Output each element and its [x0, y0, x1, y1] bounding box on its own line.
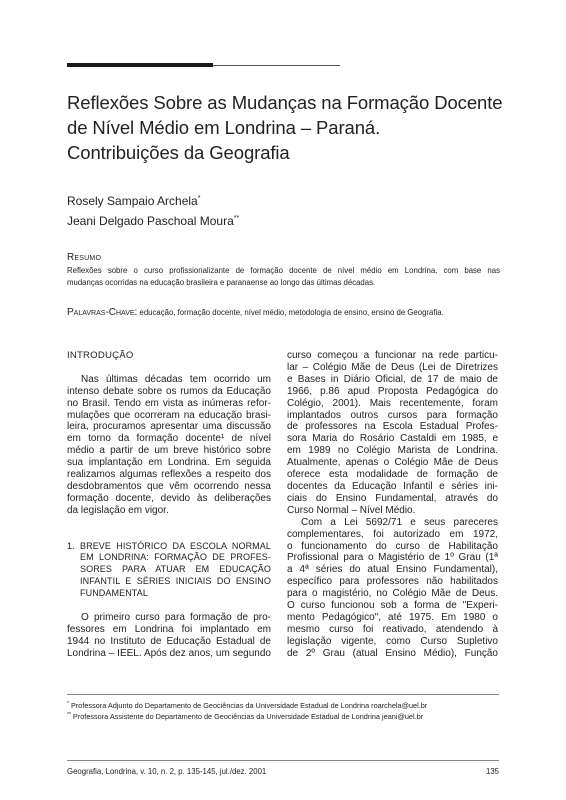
footnote-rule	[67, 694, 499, 695]
body-line: O curso funcionou sob a forma de "Experi-	[287, 600, 498, 612]
author	[67, 210, 239, 230]
body-line: Atualmente, apenas o Colégio Mãe de Deus	[287, 457, 498, 469]
body-line: e Bases in Diário Oficial, de 17 de maio de	[287, 373, 498, 385]
author-name: Jeani Delgado Paschoal Moura	[67, 214, 234, 228]
header-rule-thin	[213, 65, 340, 66]
body-line: para o magistério, no Colégio Mãe de Deus.	[287, 588, 498, 600]
body-line: legislação vigente, como Curso Supletivo	[287, 635, 498, 647]
page-number: 135	[485, 767, 499, 776]
keywords-text: educação, formação docente, nível médio, metodologia de ensino, ensino de Geografia.	[137, 308, 444, 317]
body-line: ciais do Ensino Fundamental, através do	[287, 492, 498, 504]
body-line: lar – Colégio Mãe de Deus (Lei de Diretrizes	[287, 361, 498, 373]
body-line: oferece esta modalidade de formação de	[287, 469, 498, 481]
author-list	[67, 190, 239, 230]
footnote-mark: *	[67, 701, 69, 707]
body-line: formação docente, devido às deliberações	[67, 492, 271, 504]
intro-heading: INTRODUÇÃO	[67, 350, 134, 361]
body-line: Londrina – IEEL. Após dez anos, um segundo	[67, 647, 271, 659]
keywords	[67, 307, 507, 319]
body-line: intenso debate sobre os rumos da Educação	[67, 385, 271, 397]
body-line: curso começou a funcionar na rede particu-	[287, 350, 498, 361]
body-line: em torno da formação docente¹ de nível	[67, 433, 271, 445]
body-line: Colégio, 2001). Mais recentemente, foram	[287, 397, 498, 409]
keywords-heading: Palavras-Chave:	[67, 307, 138, 318]
body-line: fessores em Londrina foi implantado em	[67, 623, 271, 635]
section-number: 1.	[67, 540, 75, 551]
section-heading	[67, 541, 271, 553]
section-heading-line: FUNDAMENTAL	[80, 588, 148, 599]
body-line: no Brasil. Tendo em vista as inúmeras refor-	[67, 397, 271, 409]
body-line: implantados outros cursos para formação	[287, 409, 498, 421]
body-line: sua implantação em Londrina. Em seguida	[67, 457, 271, 469]
article-title	[67, 90, 527, 165]
body-line: desdobramentos que vêm ocorrendo nessa	[67, 480, 271, 492]
body-line: leira, procuramos apresentar uma discussão	[67, 421, 271, 433]
body-line: Nas últimas décadas tem ocorrido um	[81, 373, 271, 385]
section-heading-line: SORES PARA ATUAR EM EDUCAÇÃO	[80, 564, 271, 575]
body-line: complementares, foi autorizado em 1972,	[287, 528, 498, 540]
body-line: de professores na Escola Estadual Profes-	[287, 421, 498, 433]
journal-citation: Geografia, Londrina, v. 10, n. 2, p. 135-145, jul./dez. 2001	[67, 767, 267, 776]
body-line: O primeiro curso para formação de pro-	[81, 611, 271, 623]
footer-rule	[67, 760, 499, 761]
body-line: Profissional para o Magistério de 1º Grau (1ª	[287, 552, 498, 564]
body-line: mesmo curso foi reativado, atendendo à	[287, 623, 498, 635]
body-line: 1966, p.86 apud Proposta Pedagógica do	[287, 385, 498, 397]
body-line: em 1989 no Colégio Marista de Londrina.	[287, 445, 498, 457]
title-line: Contribuições da Geografia	[67, 142, 290, 163]
left-column	[67, 350, 271, 660]
body-line: docentes da Educação Infantil e séries ini-	[287, 480, 498, 492]
right-column	[287, 350, 498, 660]
section-heading-text: BREVE HISTÓRICO DA ESCOLA NORMAL	[80, 540, 271, 551]
author	[67, 190, 239, 210]
body-line: de 2º Grau (atual Ensino Médio), Função	[287, 647, 498, 659]
abstract-text	[67, 265, 500, 288]
section-heading-line: INFANTIL E SÉRIES INICIAIS DO ENSINO	[80, 576, 271, 587]
abstract-line: mudanças ocorridas na educação brasileira e paranaense ao longo das últimas décadas.	[67, 277, 376, 287]
abstract-line: Reflexões sobre o curso profissionalizante de formação docente de nível médio em Londrina, com base nas	[67, 266, 500, 275]
title-line: Reflexões Sobre as Mudanças na Formação Docente	[67, 92, 503, 113]
body-line: Com a Lei 5692/71 e seus pareceres	[301, 516, 498, 528]
author-footnote-mark: *	[197, 195, 201, 202]
header-rule-thick	[67, 63, 213, 67]
author-footnote-mark: **	[233, 215, 240, 222]
body-line: a 4ª séries do atual Ensino Fundamental),	[287, 564, 498, 576]
body-line: médio a partir de um breve histórico sobre	[67, 445, 271, 457]
body-line: Curso Normal – Nível Médio.	[287, 504, 416, 516]
body-line: 1944 no Instituto de Educação Estadual de	[67, 635, 271, 647]
body-line: da legislação em vigor.	[67, 504, 169, 516]
section-heading-line: EM LONDRINA: FORMAÇÃO DE PROFES-	[80, 552, 271, 563]
footnote-text: Professora Assistente do Departamento de Geociências da Universidade Estadual de Londrina jeani@uel.br	[70, 712, 424, 721]
body-line: mento Pedagógico", até 1975. Em 1980 o	[287, 611, 498, 623]
footnote-mark: **	[67, 712, 71, 718]
body-line: mulações que ocorreram na educação brasi-	[67, 409, 271, 421]
title-line: de Nível Médio em Londrina – Paraná.	[67, 117, 381, 138]
author-name: Rosely Sampaio Archela	[67, 194, 198, 208]
body-line: realizamos algumas reflexões a respeito dos	[67, 469, 271, 481]
abstract-heading: Resumo	[67, 252, 102, 263]
footnote	[67, 710, 499, 722]
body-line: sora Maria do Rosário Castaldi em 1985, e	[287, 433, 498, 445]
footnote-text: Professora Adjunto do Departamento de Geociências da Universidade Estadual de Londrina roarchela@uel.br	[68, 701, 428, 710]
body-line: o funcionamento do curso de Habilitação	[287, 540, 498, 552]
body-line: específico para professores não habilitados	[287, 576, 498, 588]
